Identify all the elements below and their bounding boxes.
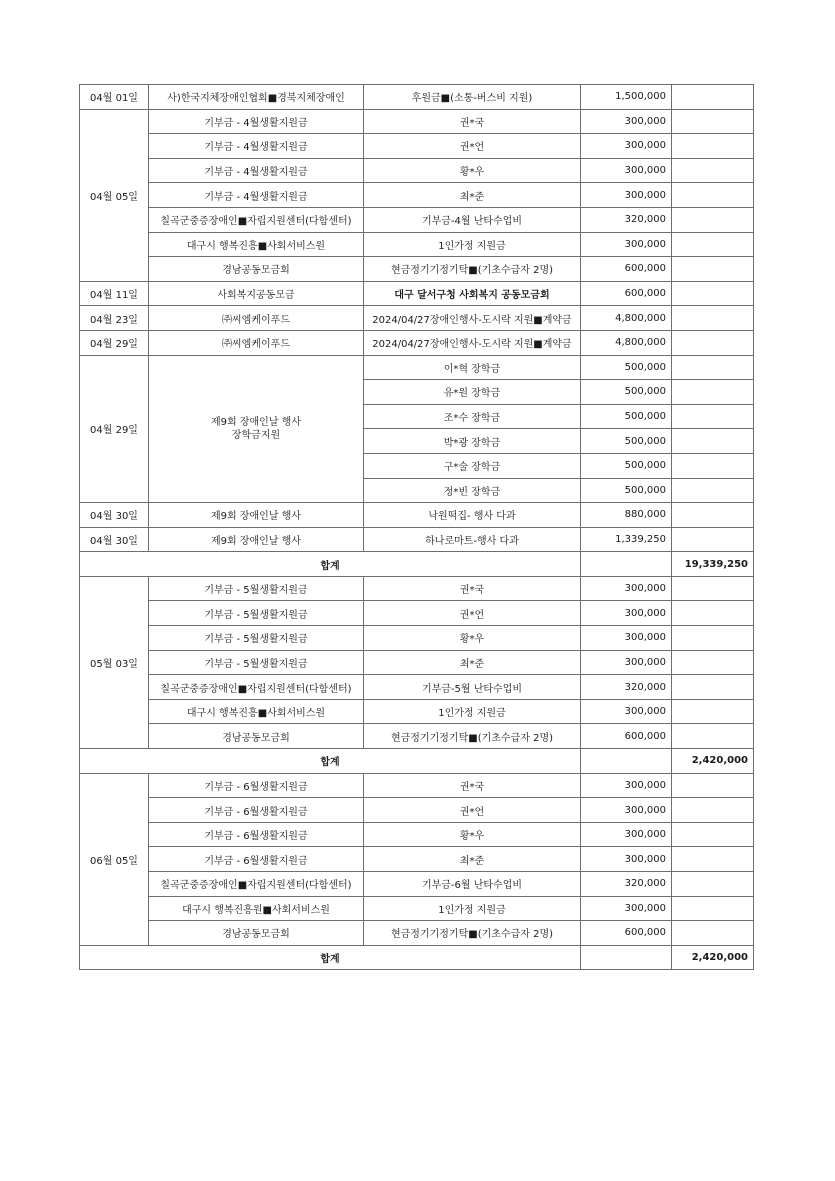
subtotal-blank-cell <box>672 675 754 700</box>
amount-cell: 500,000 <box>581 380 672 405</box>
source-cell: 경남공동모금회 <box>149 921 364 946</box>
table-row <box>80 626 754 651</box>
table-row <box>80 822 754 847</box>
description-cell: 권*국 <box>364 773 581 798</box>
amount-cell: 300,000 <box>581 134 672 159</box>
source-cell: 기부금 - 4월생활지원금 <box>149 109 364 134</box>
source-line: 사)한국지체장애인협회■경북지체장애인 <box>167 93 345 105</box>
date-cell: 04월 29일 <box>80 330 149 355</box>
table-row <box>80 330 754 355</box>
total-row <box>80 552 754 577</box>
amount-cell: 300,000 <box>581 576 672 601</box>
total-label: 합계 <box>80 749 581 774</box>
amount-cell: 500,000 <box>581 355 672 380</box>
source-line: 제9회 장애인날 행사 <box>211 535 301 547</box>
subtotal-blank-cell <box>672 183 754 208</box>
total-amount: 2,420,000 <box>672 945 754 970</box>
source-cell <box>149 306 364 331</box>
source-cell: 기부금 - 6월생활지원금 <box>149 822 364 847</box>
subtotal-blank-cell <box>672 822 754 847</box>
source-cell: 기부금 - 5월생활지원금 <box>149 601 364 626</box>
description-cell: 대구 달서구청 사회복지 공동모금회 <box>364 281 581 306</box>
subtotal-blank-cell <box>672 503 754 528</box>
description-cell: 권*언 <box>364 798 581 823</box>
subtotal-blank-cell <box>672 798 754 823</box>
amount-cell: 500,000 <box>581 478 672 503</box>
date-cell: 04월 29일 <box>80 355 149 503</box>
source-cell <box>149 527 364 552</box>
description-cell: 낙원떡집- 행사 다과 <box>364 503 581 528</box>
description-cell: 조*수 장학금 <box>364 404 581 429</box>
amount-cell: 1,339,250 <box>581 527 672 552</box>
table-row <box>80 773 754 798</box>
table-row <box>80 896 754 921</box>
description-cell: 기부금-6월 난타수업비 <box>364 872 581 897</box>
description-cell: 기부금-5월 난타수업비 <box>364 675 581 700</box>
source-cell: 기부금 - 6월생활지원금 <box>149 773 364 798</box>
total-row <box>80 945 754 970</box>
description-cell: 구*술 장학금 <box>364 453 581 478</box>
description-cell: 이*혁 장학금 <box>364 355 581 380</box>
subtotal-blank-cell <box>672 355 754 380</box>
date-cell: 04월 01일 <box>80 85 149 110</box>
date-cell: 04월 05일 <box>80 109 149 281</box>
amount-cell: 320,000 <box>581 207 672 232</box>
total-label: 합계 <box>80 945 581 970</box>
subtotal-blank-cell <box>672 773 754 798</box>
subtotal-blank-cell <box>672 330 754 355</box>
total-blank-cell <box>581 945 672 970</box>
amount-cell: 300,000 <box>581 626 672 651</box>
table-row <box>80 158 754 183</box>
source-line: 장학금지원 <box>231 429 281 441</box>
description-cell: 후원금■(소통-버스비 지원) <box>364 85 581 110</box>
total-blank-cell <box>581 749 672 774</box>
source-line: ㈜씨엠케이푸드 <box>222 339 290 351</box>
amount-cell: 300,000 <box>581 109 672 134</box>
subtotal-blank-cell <box>672 380 754 405</box>
amount-cell: 500,000 <box>581 453 672 478</box>
source-cell: 기부금 - 6월생활지원금 <box>149 798 364 823</box>
description-cell: 황*우 <box>364 626 581 651</box>
description-cell: 황*우 <box>364 158 581 183</box>
amount-cell: 320,000 <box>581 872 672 897</box>
source-cell: 칠곡군중증장애인■자립지원센터(다함센터) <box>149 675 364 700</box>
table-row <box>80 85 754 110</box>
amount-cell: 600,000 <box>581 724 672 749</box>
table-row <box>80 675 754 700</box>
date-cell: 04월 30일 <box>80 503 149 528</box>
table-row <box>80 798 754 823</box>
subtotal-blank-cell <box>672 847 754 872</box>
subtotal-blank-cell <box>672 601 754 626</box>
description-cell: 박*광 장학금 <box>364 429 581 454</box>
table-row <box>80 306 754 331</box>
total-label: 합계 <box>80 552 581 577</box>
description-cell: 권*국 <box>364 109 581 134</box>
amount-cell: 300,000 <box>581 699 672 724</box>
source-cell: 기부금 - 4월생활지원금 <box>149 134 364 159</box>
table-row <box>80 503 754 528</box>
description-cell: 1인가정 지원금 <box>364 896 581 921</box>
table-row <box>80 232 754 257</box>
amount-cell: 4,800,000 <box>581 330 672 355</box>
source-cell: 기부금 - 5월생활지원금 <box>149 576 364 601</box>
description-cell: 현금정기기정기탁■(기초수급자 2명) <box>364 921 581 946</box>
description-cell: 현금정기기정기탁■(기초수급자 2명) <box>364 724 581 749</box>
subtotal-blank-cell <box>672 306 754 331</box>
subtotal-blank-cell <box>672 724 754 749</box>
source-line: 사회복지공동모금 <box>217 290 295 302</box>
description-cell: 권*언 <box>364 134 581 159</box>
table-row <box>80 724 754 749</box>
table-row <box>80 601 754 626</box>
source-line: ㈜씨엠케이푸드 <box>222 314 290 326</box>
source-cell: 칠곡군중증장애인■자립지원센터(다함센터) <box>149 872 364 897</box>
amount-cell: 300,000 <box>581 896 672 921</box>
source-cell <box>149 355 364 503</box>
table-row <box>80 109 754 134</box>
source-line: 제9회 장애인날 행사 <box>211 511 301 523</box>
description-cell: 황*우 <box>364 822 581 847</box>
table-row <box>80 699 754 724</box>
subtotal-blank-cell <box>672 134 754 159</box>
description-cell: 정*빈 장학금 <box>364 478 581 503</box>
source-cell <box>149 330 364 355</box>
description-cell: 2024/04/27장애인행사-도시락 지원■계약금 <box>364 330 581 355</box>
subtotal-blank-cell <box>672 281 754 306</box>
amount-cell: 4,800,000 <box>581 306 672 331</box>
table-row <box>80 872 754 897</box>
source-cell: 기부금 - 5월생활지원금 <box>149 650 364 675</box>
source-cell <box>149 281 364 306</box>
subtotal-blank-cell <box>672 626 754 651</box>
description-cell: 2024/04/27장애인행사-도시락 지원■계약금 <box>364 306 581 331</box>
table-row <box>80 355 754 380</box>
subtotal-blank-cell <box>672 576 754 601</box>
subtotal-blank-cell <box>672 404 754 429</box>
source-cell: 기부금 - 5월생활지원금 <box>149 626 364 651</box>
date-cell: 05월 03일 <box>80 576 149 748</box>
table-row <box>80 134 754 159</box>
donation-ledger-table <box>79 84 754 970</box>
amount-cell: 300,000 <box>581 232 672 257</box>
amount-cell: 300,000 <box>581 798 672 823</box>
date-cell: 06월 05일 <box>80 773 149 945</box>
amount-cell: 300,000 <box>581 650 672 675</box>
table-row <box>80 921 754 946</box>
total-row <box>80 749 754 774</box>
source-cell: 대구시 행복진흥■사회서비스원 <box>149 699 364 724</box>
description-cell: 최*준 <box>364 650 581 675</box>
total-amount: 19,339,250 <box>672 552 754 577</box>
amount-cell: 300,000 <box>581 773 672 798</box>
description-cell: 유*원 장학금 <box>364 380 581 405</box>
table-row <box>80 281 754 306</box>
table-row <box>80 183 754 208</box>
description-cell: 1인가정 지원금 <box>364 699 581 724</box>
table-row <box>80 576 754 601</box>
amount-cell: 320,000 <box>581 675 672 700</box>
table-row <box>80 257 754 282</box>
table-row <box>80 650 754 675</box>
description-cell: 최*준 <box>364 183 581 208</box>
subtotal-blank-cell <box>672 872 754 897</box>
description-cell: 기부금-4월 난타수업비 <box>364 207 581 232</box>
subtotal-blank-cell <box>672 921 754 946</box>
amount-cell: 1,500,000 <box>581 85 672 110</box>
subtotal-blank-cell <box>672 650 754 675</box>
amount-cell: 300,000 <box>581 847 672 872</box>
table-row <box>80 207 754 232</box>
ledger-body <box>80 85 754 970</box>
amount-cell: 600,000 <box>581 257 672 282</box>
source-cell: 대구시 행복진흥원■사회서비스원 <box>149 896 364 921</box>
subtotal-blank-cell <box>672 527 754 552</box>
amount-cell: 880,000 <box>581 503 672 528</box>
description-cell: 현금정기기정기탁■(기초수급자 2명) <box>364 257 581 282</box>
date-cell: 04월 23일 <box>80 306 149 331</box>
subtotal-blank-cell <box>672 109 754 134</box>
subtotal-blank-cell <box>672 207 754 232</box>
source-line: 제9회 장애인날 행사 <box>211 416 301 428</box>
description-cell: 하나로마트-행사 다과 <box>364 527 581 552</box>
subtotal-blank-cell <box>672 699 754 724</box>
subtotal-blank-cell <box>672 257 754 282</box>
date-cell: 04월 30일 <box>80 527 149 552</box>
description-cell: 1인가정 지원금 <box>364 232 581 257</box>
amount-cell: 500,000 <box>581 404 672 429</box>
amount-cell: 300,000 <box>581 601 672 626</box>
description-cell: 최*준 <box>364 847 581 872</box>
subtotal-blank-cell <box>672 429 754 454</box>
total-blank-cell <box>581 552 672 577</box>
table-row <box>80 847 754 872</box>
total-amount: 2,420,000 <box>672 749 754 774</box>
source-cell: 경남공동모금회 <box>149 257 364 282</box>
subtotal-blank-cell <box>672 453 754 478</box>
source-cell: 기부금 - 4월생활지원금 <box>149 158 364 183</box>
source-cell: 경남공동모금회 <box>149 724 364 749</box>
amount-cell: 500,000 <box>581 429 672 454</box>
subtotal-blank-cell <box>672 896 754 921</box>
date-cell: 04월 11일 <box>80 281 149 306</box>
source-cell: 칠곡군중증장애인■자립지원센터(다함센터) <box>149 207 364 232</box>
subtotal-blank-cell <box>672 478 754 503</box>
amount-cell: 600,000 <box>581 281 672 306</box>
amount-cell: 300,000 <box>581 822 672 847</box>
subtotal-blank-cell <box>672 85 754 110</box>
source-cell: 기부금 - 4월생활지원금 <box>149 183 364 208</box>
amount-cell: 600,000 <box>581 921 672 946</box>
subtotal-blank-cell <box>672 158 754 183</box>
description-cell: 권*국 <box>364 576 581 601</box>
amount-cell: 300,000 <box>581 158 672 183</box>
amount-cell: 300,000 <box>581 183 672 208</box>
table-row <box>80 527 754 552</box>
source-cell: 대구시 행복진흥■사회서비스원 <box>149 232 364 257</box>
source-cell: 기부금 - 6월생활지원금 <box>149 847 364 872</box>
source-cell <box>149 85 364 110</box>
source-cell <box>149 503 364 528</box>
description-cell: 권*언 <box>364 601 581 626</box>
subtotal-blank-cell <box>672 232 754 257</box>
